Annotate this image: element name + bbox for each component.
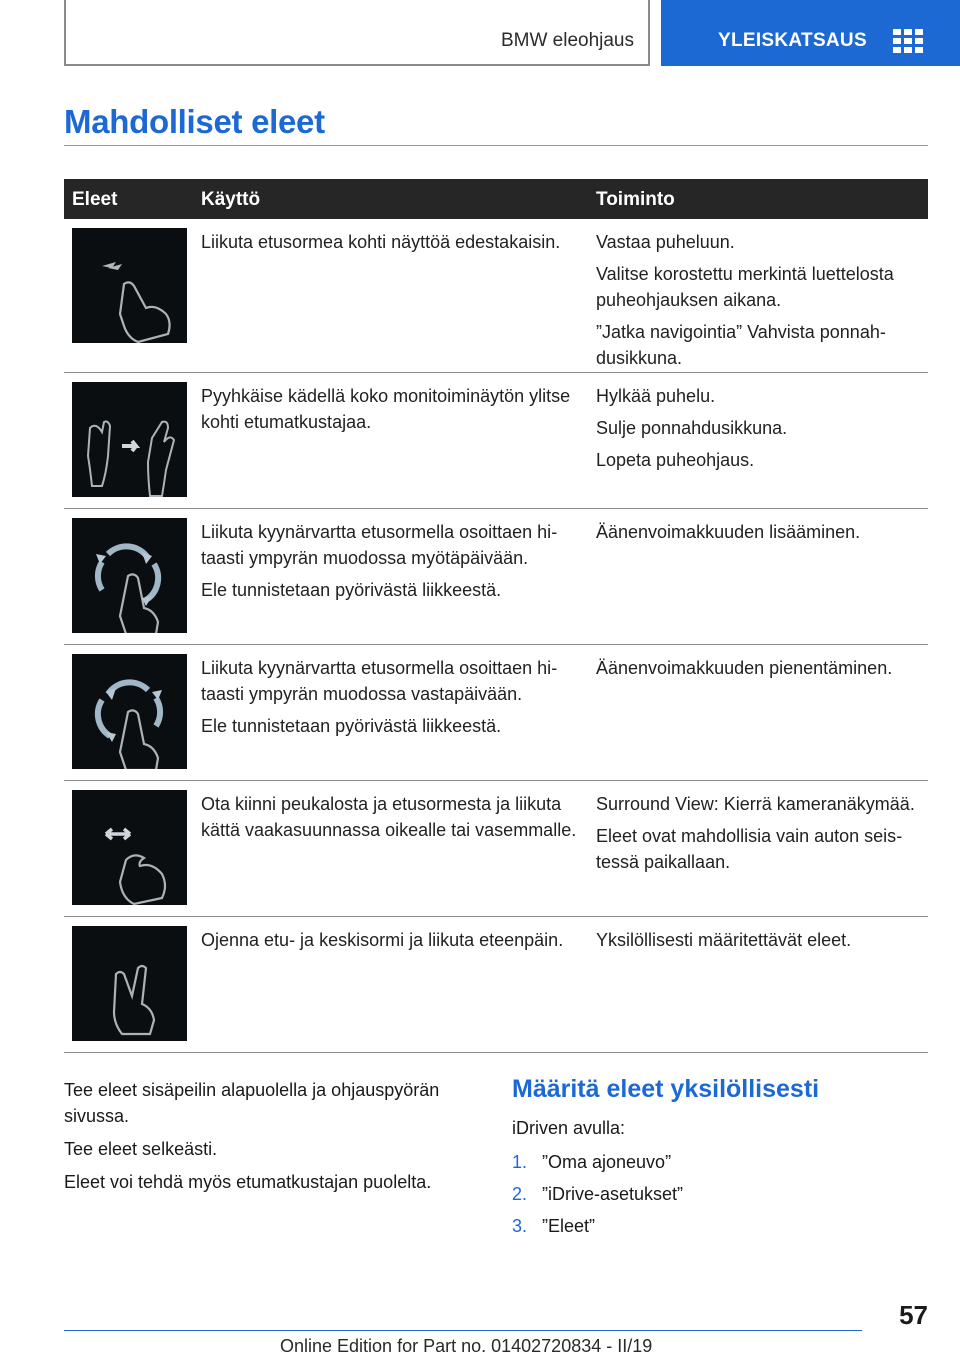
function-text: Äänenvoimakkuuden pienentäminen. (596, 658, 893, 678)
usage-text: Ele tunnistetaan pyörivästä liikkeestä. (201, 580, 502, 600)
section-lead: iDriven avulla: (512, 1118, 626, 1138)
step-text: ”Eleet” (542, 1216, 596, 1236)
note-text: Eleet voi tehdä myös etumatkustajan puolelta. (64, 1172, 432, 1192)
gesture-image-two-fingers (72, 926, 187, 1041)
function-text: Eleet ovat mahdollisia vain auton seistessä paikallaan. (596, 826, 903, 872)
table-row (64, 373, 928, 509)
gesture-image-rotate-cw (72, 518, 187, 633)
usage-text: Liikuta etusormea kohti näyttöä edestakaisin. (201, 232, 561, 252)
function-text: Äänenvoimakkuuden lisääminen. (596, 522, 861, 542)
note-text: Tee eleet sisäpeilin alapuolella ja ohjauspyörän sivussa. (64, 1080, 440, 1126)
gesture-image-point (72, 228, 187, 343)
header-chapter-label: YLEISKATSAUS (718, 30, 867, 51)
table-row (64, 917, 928, 1053)
function-text: Sulje ponnahdusikkuna. (596, 418, 788, 438)
usage-text: Liikuta kyynärvartta etusormella osoittaen hitaasti ympyrän muodossa vastapäivään. (201, 658, 558, 704)
function-text: ”Jatka navigointia” Vahvista ponnahdusikkuna. (596, 322, 886, 368)
footer-divider (64, 1330, 862, 1331)
page-title: Mahdolliset eleet (64, 103, 325, 140)
function-text: Lopeta puheohjaus. (596, 450, 755, 470)
two-fingers-icon (72, 926, 187, 1041)
header-section-label: BMW eleohjaus (500, 30, 634, 51)
list-item (512, 1181, 928, 1213)
step-number: 2. (512, 1184, 528, 1204)
rotate-counterclockwise-icon (72, 654, 187, 769)
step-text: ”Oma ajoneuvo” (542, 1152, 672, 1172)
usage-text: Ojenna etu- ja keskisormi ja liikuta eteenpäin. (201, 930, 564, 950)
table-row (64, 219, 928, 373)
header-section-tab[interactable] (64, 0, 650, 66)
steps-list (512, 1149, 928, 1245)
usage-text: Pyyhkäise kädellä koko monitoiminäytön ylitse kohti etumatkustajaa. (201, 386, 571, 432)
usage-text: Ele tunnistetaan pyörivästä liikkeestä. (201, 716, 502, 736)
function-text: Valitse korostettu merkintä luettelosta puheohjauksen aikana. (596, 264, 894, 310)
footer-edition: Online Edition for Part no. 01402720834 - II/19 (280, 1336, 653, 1356)
table-row (64, 509, 928, 645)
note-text: Tee eleet selkeästi. (64, 1139, 218, 1159)
gesture-image-rotate-ccw (72, 654, 187, 769)
gesture-table (64, 179, 928, 1053)
gesture-image-swipe (72, 382, 187, 497)
section-heading: Määritä eleet yksilöllisesti (512, 1075, 820, 1103)
pointing-finger-icon (72, 228, 187, 343)
list-item (512, 1149, 928, 1181)
table-row (64, 645, 928, 781)
gesture-notes (64, 1077, 484, 1202)
header-function: Toiminto (596, 189, 675, 210)
hand-swipe-icon (72, 382, 187, 497)
step-number: 3. (512, 1216, 528, 1236)
table-row (64, 781, 928, 917)
function-text: Hylkää puhelu. (596, 386, 716, 406)
table-header (64, 179, 928, 219)
header-usage: Käyttö (201, 189, 261, 210)
function-text: Vastaa puheluun. (596, 232, 735, 252)
usage-text: Liikuta kyynärvartta etusormella osoittaen hitaasti ympyrän muodossa myötäpäivään. (201, 522, 558, 568)
header-gesture: Eleet (72, 189, 118, 210)
step-number: 1. (512, 1152, 528, 1172)
header-chapter-tab[interactable] (661, 0, 960, 66)
custom-gestures-section (512, 1115, 928, 1245)
title-divider (64, 145, 928, 146)
list-item (512, 1213, 928, 1245)
function-text: Yksilöllisesti määritettävät eleet. (596, 930, 852, 950)
step-text: ”iDrive-asetukset” (542, 1184, 684, 1204)
grid-menu-icon[interactable] (893, 29, 923, 53)
gesture-image-pinch (72, 790, 187, 905)
function-text: Surround View: Kierrä kameranäkymää. (596, 794, 915, 814)
pinch-move-icon (72, 790, 187, 905)
page-number: 57 (899, 1300, 928, 1330)
rotate-clockwise-icon (72, 518, 187, 633)
usage-text: Ota kiinni peukalosta ja etusormesta ja liikuta kättä vaakasuunnassa oikealle tai vasemmalle. (201, 794, 577, 840)
